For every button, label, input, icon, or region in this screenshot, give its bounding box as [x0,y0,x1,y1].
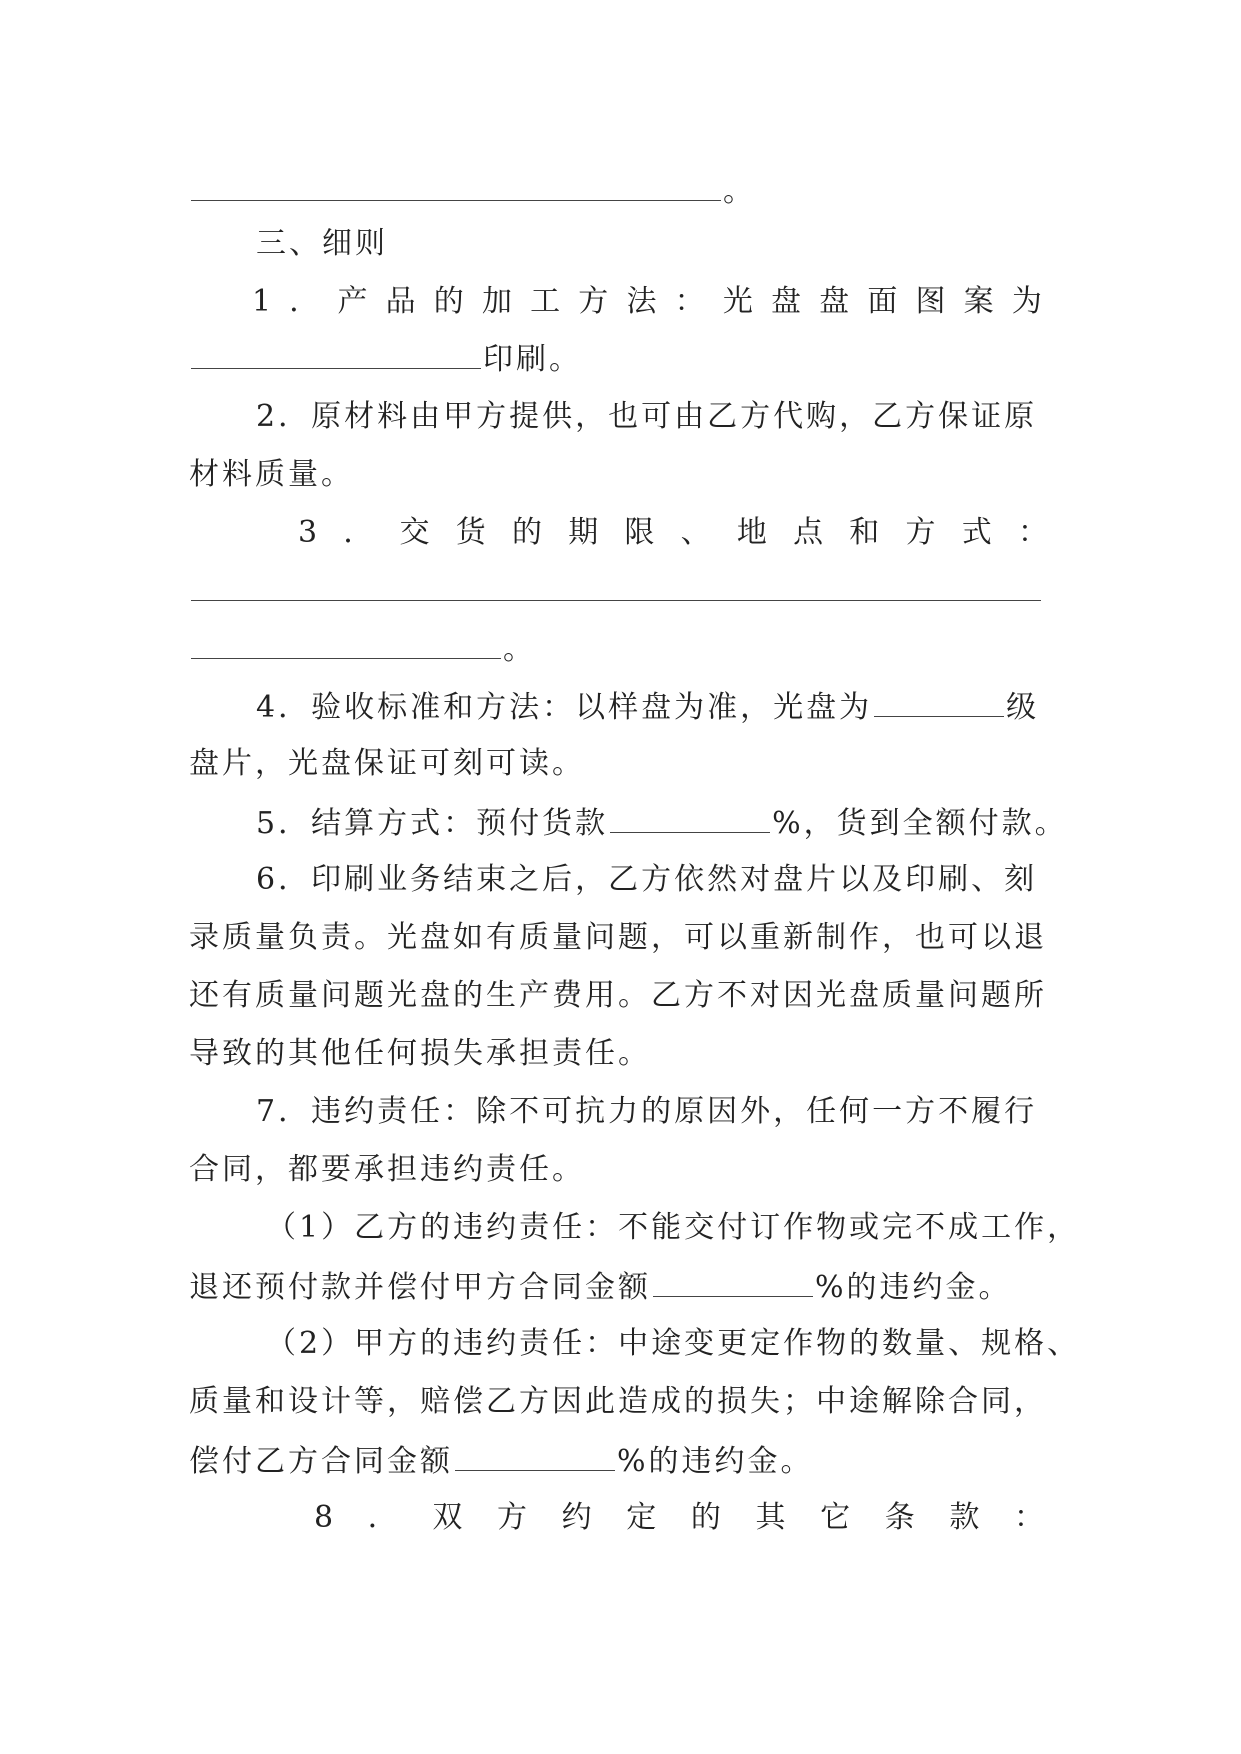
spread-char: ． [367,1500,398,1535]
spread-char: 的 [433,284,464,319]
spread-char: 方 [905,515,936,550]
spread-char: 工 [530,284,561,319]
item4-head: 4．验收标准和方法：以样盘为准，光盘为 [256,690,873,725]
penalty-percent-blank-1[interactable] [653,1266,813,1297]
item1-line1 [252,282,1042,322]
item6-line3: 还有质量问题光盘的生产费用。乙方不对因光盘质量问题所 [189,978,1047,1013]
spread-char: 方 [496,1500,527,1535]
item3-tail: 。 [503,632,536,667]
spread-char: 案 [963,284,994,319]
top-fill-line [189,170,1059,210]
spread-char: 盘 [819,284,850,319]
item3-line1 [298,513,1048,553]
item7-1-head: 退还预付款并偿付甲方合同金额 [189,1270,651,1305]
section-heading: 三、细则 [256,226,388,261]
spread-char: 限 [624,515,655,550]
item2-line1: 2．原材料由甲方提供，也可由乙方代购，乙方保证原 [256,399,1038,434]
spread-char: 为 [1011,284,1042,319]
spread-char: 定 [626,1500,657,1535]
spread-char: 条 [884,1500,915,1535]
spread-char: 加 [481,284,512,319]
spread-char: 其 [755,1500,786,1535]
spread-char: 品 [385,284,416,319]
penalty-percent-blank-2[interactable] [455,1440,615,1471]
item3-fill-line2 [189,628,1059,668]
spread-char: 款 [949,1500,980,1535]
spread-char: 点 [793,515,824,550]
item7-1-tail: %的违约金。 [815,1270,1012,1305]
spread-char: 光 [722,284,753,319]
item5-tail: %，货到全额付款。 [772,806,1068,841]
item3-fill-line1 [189,570,1059,610]
item7-2-head: 偿付乙方合同金额 [189,1444,453,1479]
spread-char: 、 [680,515,711,550]
spread-char: 图 [915,284,946,319]
spread-char: 货 [455,515,486,550]
delivery-blank-1[interactable] [191,570,1041,601]
spread-char: 方 [578,284,609,319]
item7-2-line2: 质量和设计等，赔偿乙方因此造成的损失；中途解除合同， [189,1384,1047,1419]
item5-line1 [256,802,1126,842]
item6-line1: 6．印刷业务结束之后，乙方依然对盘片以及印刷、刻 [256,862,1038,897]
item7-1-line2 [189,1266,1059,1306]
spread-char: 式 [961,515,992,550]
item7-1-line1: （1）乙方的违约责任：不能交付订作物或完不成工作， [266,1210,1081,1245]
spread-char: 交 [399,515,430,550]
item6-line4: 导致的其他任何损失承担责任。 [189,1036,651,1071]
item7-2-line1: （2）甲方的违约责任：中途变更定作物的数量、规格、 [266,1326,1081,1361]
item7-line2: 合同，都要承担违约责任。 [189,1152,585,1187]
print-method-blank[interactable] [191,338,481,369]
spread-char: 和 [849,515,880,550]
spread-char: 法 [626,284,657,319]
item7-2-tail: %的违约金。 [617,1444,814,1479]
spread-char: ： [1013,1500,1044,1535]
top-period: 。 [723,174,756,209]
prepay-percent-blank[interactable] [610,802,770,833]
spread-char: 1 [252,284,272,319]
item4-line1 [256,686,1126,726]
item7-line1: 7．违约责任：除不可抗力的原因外，任何一方不履行 [256,1094,1038,1129]
item1-line2 [189,338,1059,378]
spread-char: 期 [568,515,599,550]
spread-char: 的 [690,1500,721,1535]
spread-char: 8 [314,1500,334,1535]
item2-line2: 材料质量。 [189,457,354,492]
item8-line1 [314,1498,1044,1538]
spread-char: 的 [511,515,542,550]
item1-tail: 印刷。 [483,342,582,377]
item7-2-line3 [189,1440,1059,1480]
spread-char: ． [343,515,374,550]
spread-char: 双 [432,1500,463,1535]
item4-unit: 级 [1006,690,1040,725]
disc-grade-blank[interactable] [874,686,1004,717]
spread-char: ： [674,284,705,319]
spread-char: 它 [820,1500,851,1535]
fill-blank[interactable] [191,170,721,201]
spread-char: 产 [337,284,368,319]
item6-line2: 录质量负责。光盘如有质量问题，可以重新制作，也可以退 [189,920,1047,955]
item4-line2: 盘片，光盘保证可刻可读。 [189,746,585,781]
spread-char: 地 [736,515,767,550]
spread-char: 面 [867,284,898,319]
spread-char: ： [1017,515,1048,550]
spread-char: 盘 [770,284,801,319]
spread-char: ． [289,284,320,319]
spread-char: 3 [298,515,318,550]
spread-char: 约 [561,1500,592,1535]
item5-head: 5．结算方式：预付货款 [256,806,609,841]
delivery-blank-2[interactable] [191,628,501,659]
